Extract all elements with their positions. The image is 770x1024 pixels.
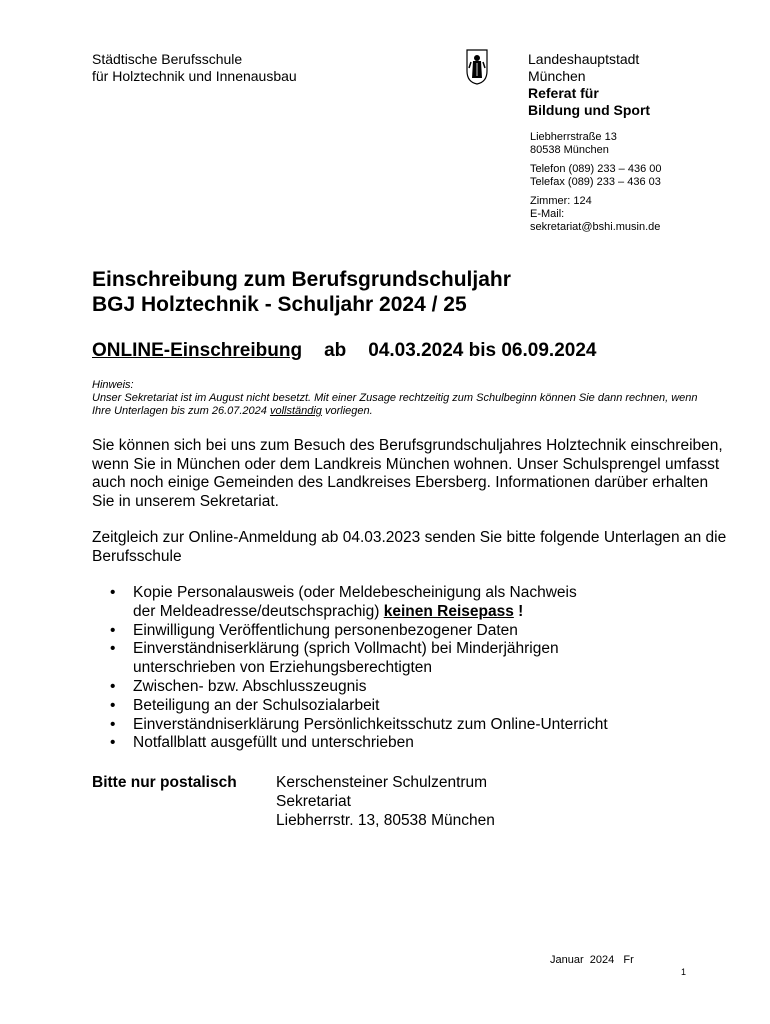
page-number: 1 <box>681 967 687 977</box>
hint-block <box>92 379 702 418</box>
school-name-line2: für Holztechnik und Innenausbau <box>92 68 297 84</box>
postal-address-line3: Liebherrstr. 13, 80538 München <box>276 812 495 829</box>
list-item-line: • Kopie Personalausweis (oder Meldebescheinigung als Nachweis <box>133 584 577 601</box>
online-registration-dates: 04.03.2024 bis 06.09.2024 <box>368 340 597 361</box>
list-item: • Zwischen- bzw. Abschlusszeugnis <box>92 678 732 697</box>
online-registration <box>92 339 596 363</box>
authority-name <box>528 51 650 119</box>
postal-address-line2: Sekretariat <box>276 793 351 810</box>
list-item: • Einverständniserklärung Persönlichkeitsschutz zum Online-Unterricht <box>92 716 732 735</box>
list-item: • Beteiligung an der Schulsozialarbeit <box>92 697 732 716</box>
postal-address <box>276 773 495 830</box>
online-registration-from: ab <box>324 340 347 361</box>
contact-room: Zimmer: 124 <box>530 195 592 207</box>
hint-label: Hinweis: <box>92 379 134 391</box>
intro-paragraph: Sie können sich bei uns zum Besuch des Berufsgrundschuljahres Holztechnik einschreiben, wenn Sie in München oder dem Landkreis München wohnen. Unser Schulsprengel umfasst auch noch einige Gemeinden des Landkreises Ebersberg. Informationen darüber erhalten Sie in unserem Sekretariat. <box>92 437 723 510</box>
contact-street: Liebherrstraße 13 <box>530 131 617 143</box>
contact-email[interactable]: sekretariat@bshi.musin.de <box>530 221 661 233</box>
contact-email-label: E-Mail: <box>530 208 565 220</box>
list-item-end: ! <box>513 602 524 620</box>
contact-city: 80538 München <box>530 144 609 156</box>
list-item: • Einwilligung Veröffentlichung personenbezogener Daten <box>92 622 732 641</box>
page-title-line2: BGJ Holztechnik - Schuljahr 2024 / 25 <box>92 293 467 316</box>
list-item: • Notfallblatt ausgefüllt und unterschrieben <box>92 734 732 753</box>
authority-line1: Landeshauptstadt <box>528 51 640 67</box>
hint-text <box>92 392 702 418</box>
school-name-line1: Städtische Berufsschule <box>92 51 243 67</box>
page-title <box>92 267 511 317</box>
authority-line2: München <box>528 68 586 84</box>
school-name <box>92 51 297 85</box>
list-item <box>92 640 732 678</box>
contact-fax: Telefax (089) 233 – 436 03 <box>530 176 661 188</box>
documents-list <box>92 584 732 753</box>
department-line1: Referat für <box>528 85 599 101</box>
list-item-emphasis: keinen Reisepass <box>383 602 514 620</box>
hint-text-after: vorliegen. <box>321 405 373 417</box>
list-item-text: der Meldeadresse/deutschsprachig) <box>133 602 384 620</box>
online-registration-label: ONLINE-Einschreibung <box>92 340 303 361</box>
list-item-line <box>133 603 732 622</box>
list-item-line: unterschrieben von Erziehungsberechtigten <box>133 659 432 677</box>
contact-block <box>530 131 662 234</box>
page-title-line1: Einschreibung zum Berufsgrundschuljahr <box>92 268 511 291</box>
list-item-line: • Einverständniserklärung (sprich Vollmacht) bei Minderjährigen <box>133 640 559 658</box>
postal-label: Bitte nur postalisch <box>92 774 237 791</box>
postal-address-line1: Kerschensteiner Schulzentrum <box>276 774 488 791</box>
footer-date: Januar 2024 Fr <box>550 954 634 966</box>
contact-phone: Telefon (089) 233 – 436 00 <box>530 163 662 175</box>
department-line2: Bildung und Sport <box>528 102 651 118</box>
list-item <box>92 584 732 622</box>
hint-text-underlined: vollständig <box>269 405 322 417</box>
hint-text-before: Unser Sekretariat ist im August nicht besetzt. Mit einer Zusage rechtzeitig zum Schulbeginn können Sie dann rechnen, wenn Ihre Unterlagen bis zum 26.07.2024 <box>92 392 698 417</box>
munich-crest-icon <box>466 49 488 85</box>
documents-paragraph: Zeitgleich zur Online-Anmeldung ab 04.03.2023 senden Sie bitte folgende Unterlagen an die Berufsschule <box>92 529 727 565</box>
